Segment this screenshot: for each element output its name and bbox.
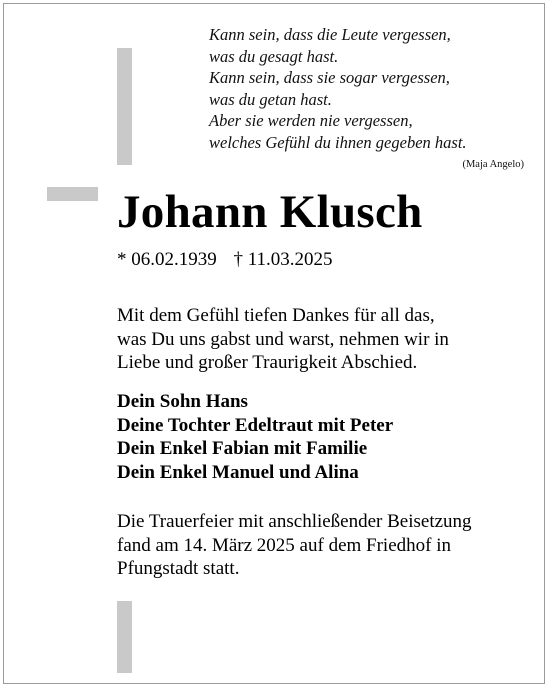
funeral-info [117, 510, 537, 581]
cross-horizontal-beam [47, 187, 98, 201]
thanks-line: Liebe und großer Traurigkeit Abschied. [117, 352, 418, 373]
cross-upper-beam [117, 48, 132, 165]
mourner-entry: Dein Enkel Fabian mit Familie [117, 438, 368, 459]
life-dates [117, 248, 333, 272]
cross-lower-beam [117, 601, 132, 673]
poem-line: was du getan hast. [209, 89, 332, 109]
mourner-entry: Deine Tochter Edeltraut mit Peter [117, 414, 394, 436]
thanks-line: Mit dem Gefühl tiefen Dankes für all das, [117, 305, 435, 326]
poem-quote [209, 24, 529, 153]
poem-author: (Maja Angelo) [462, 159, 524, 170]
poem-line: Kann sein, dass sie sogar vergessen, [209, 68, 450, 87]
poem-line: Kann sein, dass die Leute vergessen, [209, 25, 451, 44]
deceased-name: Johann Klusch [117, 186, 423, 238]
mourner-entry: Dein Sohn Hans [117, 391, 248, 412]
mourners-list [117, 390, 537, 484]
poem-line: Aber sie werden nie vergessen, [209, 111, 413, 130]
thanks-line: was Du uns gabst und warst, nehmen wir in [117, 328, 449, 350]
obituary-notice [3, 3, 545, 684]
funeral-line: Pfungstadt statt. [117, 558, 240, 579]
mourner-entry: Dein Enkel Manuel und Alina [117, 461, 359, 483]
poem-line: was du gesagt hast. [209, 46, 339, 66]
poem-line: welches Gefühl du ihnen gegeben hast. [209, 132, 467, 152]
birth-date: * 06.02.1939 [117, 249, 217, 270]
death-date: † 11.03.2025 [233, 249, 333, 270]
thanks-text [117, 304, 537, 375]
funeral-line: Die Trauerfeier mit anschließender Beisetzung [117, 511, 472, 532]
funeral-line: fand am 14. März 2025 auf dem Friedhof in [117, 534, 451, 556]
